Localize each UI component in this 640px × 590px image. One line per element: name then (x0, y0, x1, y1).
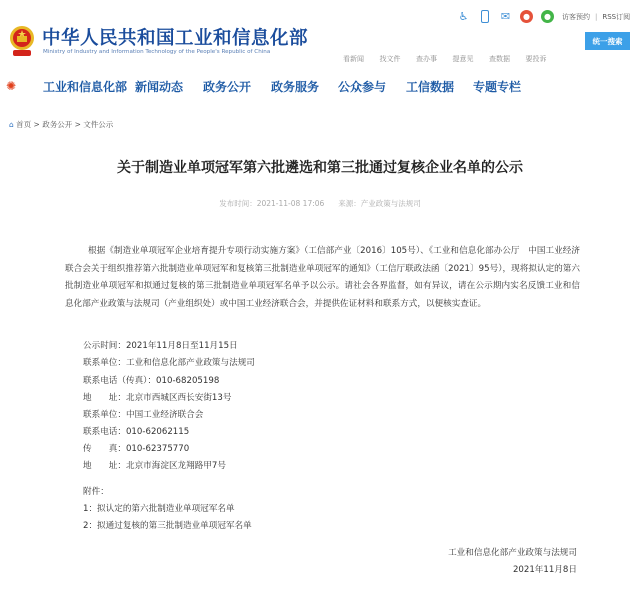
quick-link-data[interactable]: 查数据 (489, 55, 510, 63)
breadcrumb-government-affairs[interactable]: 政务公开 (42, 120, 73, 129)
contact-address-1: 地 址：北京市西城区西长安街13号 (83, 392, 232, 403)
contact-phone-fax-1: 联系电话（传真）：010-68205198 (83, 375, 220, 386)
article-source: 来源：产业政策与法规司 (338, 199, 421, 208)
contact-phone-2: 联系电话：010-62062115 (83, 426, 190, 437)
nav-item-government-affairs[interactable]: 政务公开 (203, 80, 252, 94)
breadcrumb: ⌂ 首页 > 政务公开 > 文件公示 (9, 120, 114, 129)
unified-search-button[interactable]: 统一搜索 (585, 32, 630, 50)
nav-item-services[interactable]: 政务服务 (271, 80, 320, 94)
mobile-icon[interactable] (478, 10, 491, 23)
site-subtitle-en: Ministry of Industry and Information Technology of the People's Republic of China (43, 49, 271, 55)
attachment-link-1[interactable]: 1：拟认定的第六批制造业单项冠军名单 (83, 504, 235, 514)
article-meta (0, 198, 640, 209)
quick-link-files[interactable]: 找文件 (379, 55, 401, 63)
wechat-icon[interactable]: ● (541, 10, 554, 23)
contact-fax-2: 传 真：010-62375770 (83, 443, 190, 454)
rss-link[interactable]: RSS订阅 (602, 13, 631, 21)
publish-time: 发布时间：2021-11-08 17:06 (219, 199, 325, 208)
notice-period: 公示时间：2021年11月8日至11月15日 (83, 341, 238, 351)
contact-address-2: 地 址：北京市海淀区龙翔路甲7号 (83, 460, 226, 471)
quick-link-news[interactable]: 看新闻 (343, 55, 364, 63)
contact-unit-1: 联系单位：工业和信息化部产业政策与法规司 (83, 358, 255, 368)
breadcrumb-home[interactable]: 首页 (16, 120, 32, 129)
nav-item-public-participation[interactable]: 公众参与 (338, 80, 387, 94)
article-title: 关于制造业单项冠军第六批遴选和第三批通过复核企业名单的公示 (117, 160, 523, 176)
nav-item-news[interactable]: 新闻动态 (135, 80, 184, 94)
mail-icon[interactable]: ✉ (500, 10, 511, 23)
attachment-link-2[interactable]: 2：拟通过复核的第三批制造业单项冠军名单 (83, 520, 252, 531)
nav-item-data[interactable]: 工信数据 (406, 80, 455, 94)
contact-unit-2: 联系单位：中国工业经济联合会 (83, 409, 204, 420)
quick-links (343, 54, 547, 64)
weibo-icon[interactable]: ● (520, 10, 533, 23)
attachments-label: 附件： (83, 487, 109, 497)
quick-link-feedback[interactable]: 提意见 (452, 55, 474, 63)
breadcrumb-file-notices[interactable]: 文件公示 (83, 120, 114, 129)
top-links: 访客预约 | RSS订阅 (562, 13, 631, 21)
nav-item-topics[interactable]: 专题专栏 (473, 80, 522, 94)
quick-link-services[interactable]: 查办事 (416, 55, 437, 63)
article-paragraph: 根据《制造业单项冠军企业培育提升专项行动实施方案》（工信部产业〔2016〕105号）、《工业和信息化部办公厅 中国工业经济联合会关于组织推荐第六批制造业单项冠军和复核第三批制造业单项冠军的通知》（工信厅联政法函〔2021〕95号），现将拟认定的第六批制造业单项冠军和拟通过复核的第三批制造业单项冠军名单予以公示。请社会各界监督，如有异议，请在公示期内实名反馈工业和信息化部产业政策与法规司（产业组织处）或中国工业经济联合会，并提供佐证材料和联系方式，以便核实查证。 (65, 246, 580, 309)
home-icon: ⌂ (9, 120, 14, 129)
site-title[interactable]: 中华人民共和国工业和信息化部 (42, 28, 309, 49)
nav-logo-icon: ✺ (6, 79, 17, 93)
signature-org: 工业和信息化部产业政策与法规司 (448, 548, 577, 558)
visitor-appointment-link[interactable]: 访客预约 (562, 13, 590, 21)
quick-link-complaint[interactable]: 要投诉 (525, 55, 547, 63)
signature-date: 2021年11月8日 (512, 565, 577, 575)
accessibility-icon[interactable]: ♿ (458, 10, 469, 23)
nav-item-ministry[interactable]: 工业和信息化部 (43, 80, 128, 94)
national-emblem-logo (9, 22, 35, 60)
